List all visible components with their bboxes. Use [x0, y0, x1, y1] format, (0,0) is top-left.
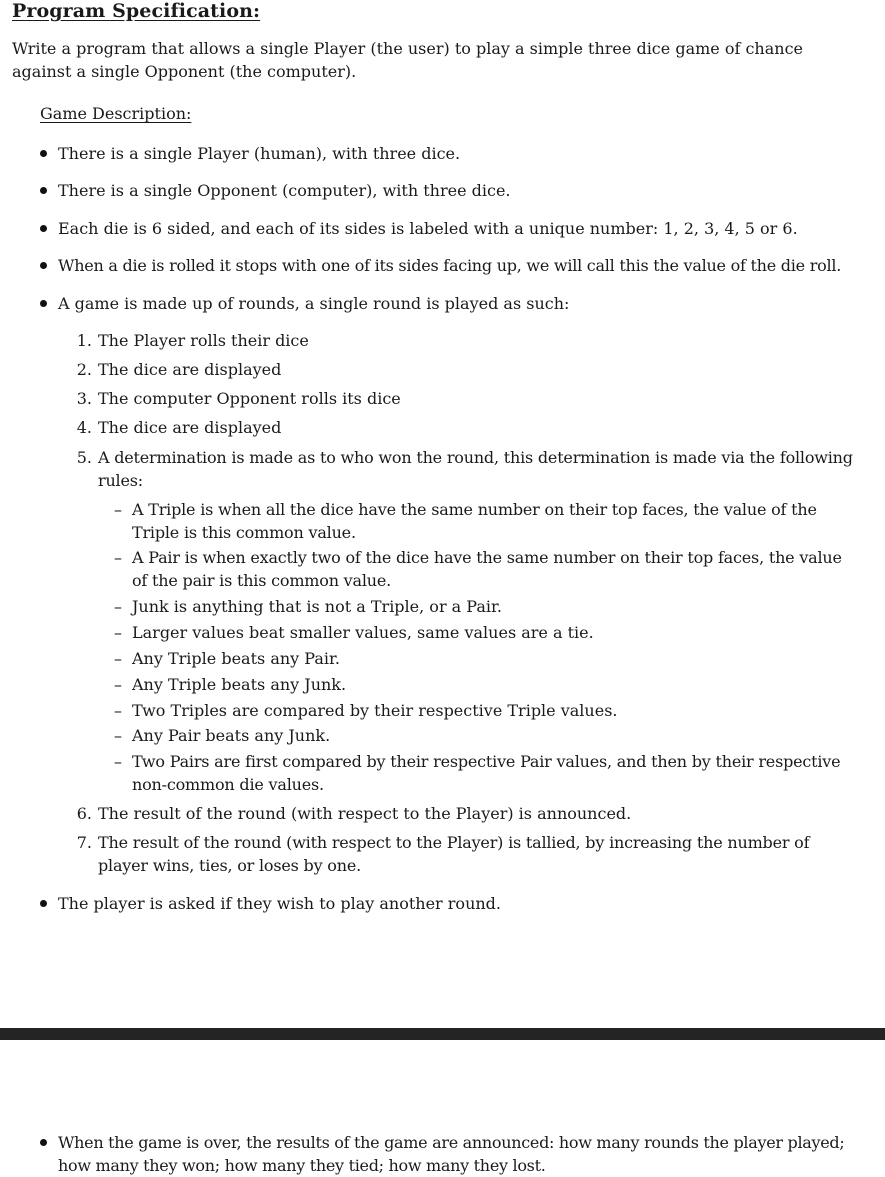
- step-number: 2.: [76, 360, 92, 379]
- rule-item: Any Pair beats any Junk.: [132, 726, 331, 745]
- rule-item: Any Triple beats any Junk.: [132, 675, 347, 694]
- intro-paragraph: Write a program that allows a single Player (the user) to play a simple three dice game of chance against a single Opponent (the computer).: [12, 39, 804, 81]
- dash-marker: –: [114, 675, 122, 694]
- bullet-marker: [40, 187, 47, 194]
- rule-item: Two Triples are compared by their respective Triple values.: [132, 701, 618, 720]
- page-divider: [0, 1028, 885, 1040]
- bullet-item: The player is asked if they wish to play another round.: [58, 894, 501, 913]
- bullet-marker: [40, 300, 47, 307]
- step-number: 7.: [76, 833, 92, 852]
- dash-marker: –: [114, 752, 122, 771]
- step-number: 4.: [76, 418, 92, 437]
- rule-item: Two Pairs are first compared by their respective Pair values, and then by their respective non-common die values.: [132, 752, 841, 794]
- bullet-marker: [40, 900, 47, 907]
- dash-marker: –: [114, 597, 122, 616]
- bullet-item: Each die is 6 sided, and each of its sides is labeled with a unique number: 1, 2, 3, 4, 5 or 6.: [58, 219, 798, 238]
- dash-marker: –: [114, 548, 122, 567]
- rule-item: A Pair is when exactly two of the dice have the same number on their top faces, the value of the pair is this common value.: [132, 548, 842, 590]
- bullet-marker: [40, 150, 47, 157]
- rule-item: Larger values beat smaller values, same values are a tie.: [132, 623, 594, 642]
- bullet-marker: [40, 1139, 47, 1146]
- section-heading: Game Description:: [40, 104, 192, 123]
- page-title: Program Specification:: [12, 0, 261, 22]
- bullet-item: There is a single Opponent (computer), with three dice.: [58, 181, 511, 200]
- step-text: The Player rolls their dice: [98, 331, 309, 350]
- bullet-marker: [40, 262, 47, 269]
- step-text: The dice are displayed: [98, 360, 282, 379]
- step-text: The result of the round (with respect to the Player) is tallied, by increasing the number of player wins, ties, or loses by one.: [98, 833, 810, 875]
- dash-marker: –: [114, 649, 122, 668]
- bullet-marker: [40, 225, 47, 232]
- step-number: 6.: [76, 804, 92, 823]
- rule-item: A Triple is when all the dice have the same number on their top faces, the value of the Triple is this common value.: [132, 500, 817, 542]
- step-number: 3.: [76, 389, 92, 408]
- bullet-item: A game is made up of rounds, a single round is played as such:: [58, 294, 570, 313]
- step-text: The computer Opponent rolls its dice: [98, 389, 401, 408]
- dash-marker: –: [114, 701, 122, 720]
- step-number: 1.: [76, 331, 92, 350]
- dash-marker: –: [114, 726, 122, 745]
- step-text: A determination is made as to who won the round, this determination is made via the following rules:: [98, 448, 853, 490]
- dash-marker: –: [114, 623, 122, 642]
- rule-item: Junk is anything that is not a Triple, or a Pair.: [132, 597, 502, 616]
- dash-marker: –: [114, 500, 122, 519]
- bullet-item: There is a single Player (human), with three dice.: [58, 144, 461, 163]
- step-text: The dice are displayed: [98, 418, 282, 437]
- rule-item: Any Triple beats any Pair.: [132, 649, 340, 668]
- bullet-item: When a die is rolled it stops with one of its sides facing up, we will call this the value of the die roll.: [58, 256, 842, 275]
- bullet-item: When the game is over, the results of the game are announced: how many rounds the player played; how many they won; how many they tied; how many they lost.: [58, 1133, 845, 1175]
- step-text: The result of the round (with respect to the Player) is announced.: [98, 804, 632, 823]
- step-number: 5.: [76, 448, 92, 467]
